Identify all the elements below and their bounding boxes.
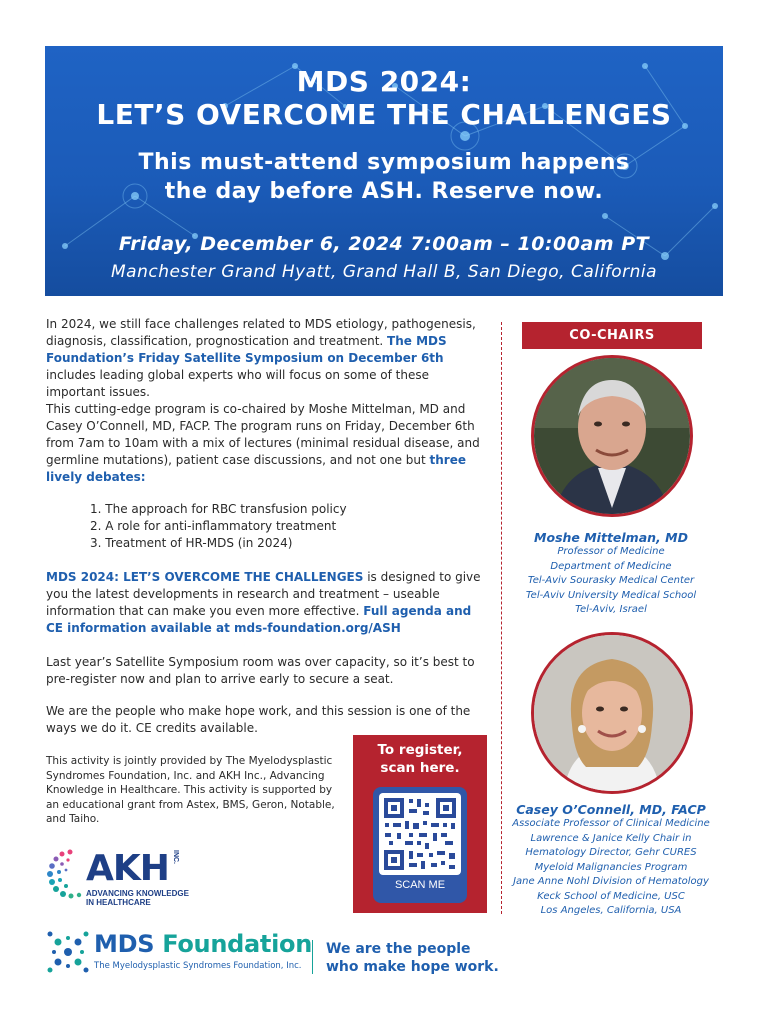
title-line-2: LET’S OVERCOME THE CHALLENGES: [96, 98, 672, 131]
disclaimer-text: This activity is jointly provided by The Myelodysplastic Syndromes Foundation, Inc. and AKH Inc., Advancing Knowledge in Healthcare. This activity is supported by an educational grant from Astex, BMS, Geron, Notable, and Taiho.: [46, 755, 335, 825]
register-text-line-2: scan here.: [380, 760, 460, 776]
subtitle-line-1: This must-attend symposium happens: [138, 150, 630, 175]
akh-tagline: [86, 889, 189, 907]
akh-dots-icon: [46, 846, 86, 902]
chair2-photo: [531, 632, 693, 794]
header-banner: [45, 46, 723, 296]
akh-logo: [46, 846, 216, 906]
intro-highlight: The MDS Foundation’s Friday Satellite Symposium on December 6th: [46, 334, 447, 365]
chair1-photo: [531, 355, 693, 517]
mds-wordmark: [94, 930, 312, 958]
capacity-paragraph: Last year’s Satellite Symposium room was over capacity, so it’s best to pre-register now and plan to arrive early to secure a seat.: [46, 655, 475, 686]
intro-text-end: includes leading global experts who will focus on some of these important issues.: [46, 368, 429, 399]
chair2-detail: Lawrence & Janice Kelly Chair in: [530, 832, 692, 844]
list-item: 3. Treatment of HR-MDS (in 2024): [90, 536, 293, 550]
subtitle-line-2: the day before ASH. Reserve now.: [164, 179, 604, 204]
symposium-name-highlight: MDS 2024: LET’S OVERCOME THE CHALLENGES: [46, 570, 364, 584]
chair2-name: Casey O’Connell, MD, FACP: [516, 802, 706, 817]
event-datetime: Friday, December 6, 2024 7:00am – 10:00am PT: [118, 233, 650, 255]
tagline-line-1: We are the people: [326, 941, 471, 957]
scan-me-label: SCAN ME: [394, 879, 446, 891]
chair1-detail: Tel-Aviv Sourasky Medical Center: [527, 575, 695, 586]
register-text-line-1: To register,: [377, 742, 463, 758]
chair1-detail: Tel-Aviv University Medical School: [525, 589, 697, 601]
register-box: [353, 735, 487, 913]
akh-inc: INC.: [172, 850, 179, 864]
agenda-link[interactable]: Full agenda and CE information available at mds-foundation.org/ASH: [46, 604, 472, 635]
akh-tagline-line-2: IN HEALTHCARE: [86, 898, 151, 907]
overview-text: is designed to give you the latest developments in research and treatment – useable information that can make you even more effective.: [46, 570, 481, 618]
list-item: 1. The approach for RBC transfusion policy: [90, 502, 347, 516]
qr-code[interactable]: [379, 793, 461, 875]
title-line-1: MDS 2024:: [296, 65, 472, 98]
mds-wordmark-a: MDS: [94, 930, 163, 958]
debates-highlight: three lively debates:: [46, 453, 467, 484]
hope-paragraph: We are the people who make hope work, and this session is one of the ways we do it. CE credits available.: [46, 704, 471, 735]
chair1-portrait-graphic: [534, 358, 690, 514]
chair1-detail: Tel-Aviv, Israel: [575, 604, 647, 615]
chair2-detail: Keck School of Medicine, USC: [537, 890, 685, 902]
mds-cross-icon: [46, 930, 90, 974]
chair2-detail: Jane Anne Nohl Division of Hematology: [513, 876, 709, 887]
cochairs-heading: CO-CHAIRS: [522, 322, 702, 349]
chair2-detail: Associate Professor of Clinical Medicine: [512, 818, 710, 829]
mds-foundation-logo: [46, 930, 316, 980]
chair2-detail: Myeloid Malignancies Program: [534, 861, 688, 873]
chair1-name: Moshe Mittelman, MD: [534, 530, 688, 545]
chair1-detail: Department of Medicine: [550, 560, 672, 572]
debates-list: [90, 501, 347, 552]
tagline-line-2: who make hope work.: [326, 959, 499, 975]
overview-paragraph: [46, 569, 491, 637]
mds-logo-subtitle: The Myelodysplastic Syndromes Foundation, Inc.: [94, 961, 302, 971]
intro-text: In 2024, we still face challenges related to MDS etiology, pathogenesis, diagnosis, classification, prognostication and treatment.: [46, 317, 476, 348]
mds-wordmark-b: Foundation: [162, 930, 312, 958]
program-text: This cutting-edge program is co-chaired by Moshe Mittelman, MD and Casey O’Connell, MD, FACP. The program runs on Friday, December 6th from 7am to 10am with a mix of lectures (minimal residual disease, and germline mutations), patient case discussions, and not one but: [46, 402, 480, 467]
chair1-detail: Professor of Medicine: [557, 546, 665, 557]
akh-wordmark: AKH: [86, 848, 169, 889]
event-venue: Manchester Grand Hyatt, Grand Hall B, San Diego, California: [110, 262, 658, 282]
chair2-detail: Hematology Director, Gehr CURES: [525, 847, 697, 858]
logo-separator: [312, 940, 313, 974]
list-item: 2. A role for anti-inflammatory treatment: [90, 519, 337, 533]
chair2-detail: Los Angeles, California, USA: [540, 905, 682, 916]
intro-paragraph: [46, 316, 491, 401]
akh-tagline-line-1: ADVANCING KNOWLEDGE: [86, 889, 189, 898]
chair2-portrait-graphic: [534, 635, 690, 791]
qr-code-card[interactable]: [373, 787, 467, 903]
program-paragraph: [46, 401, 491, 486]
qr-code-graphic: [379, 793, 461, 875]
